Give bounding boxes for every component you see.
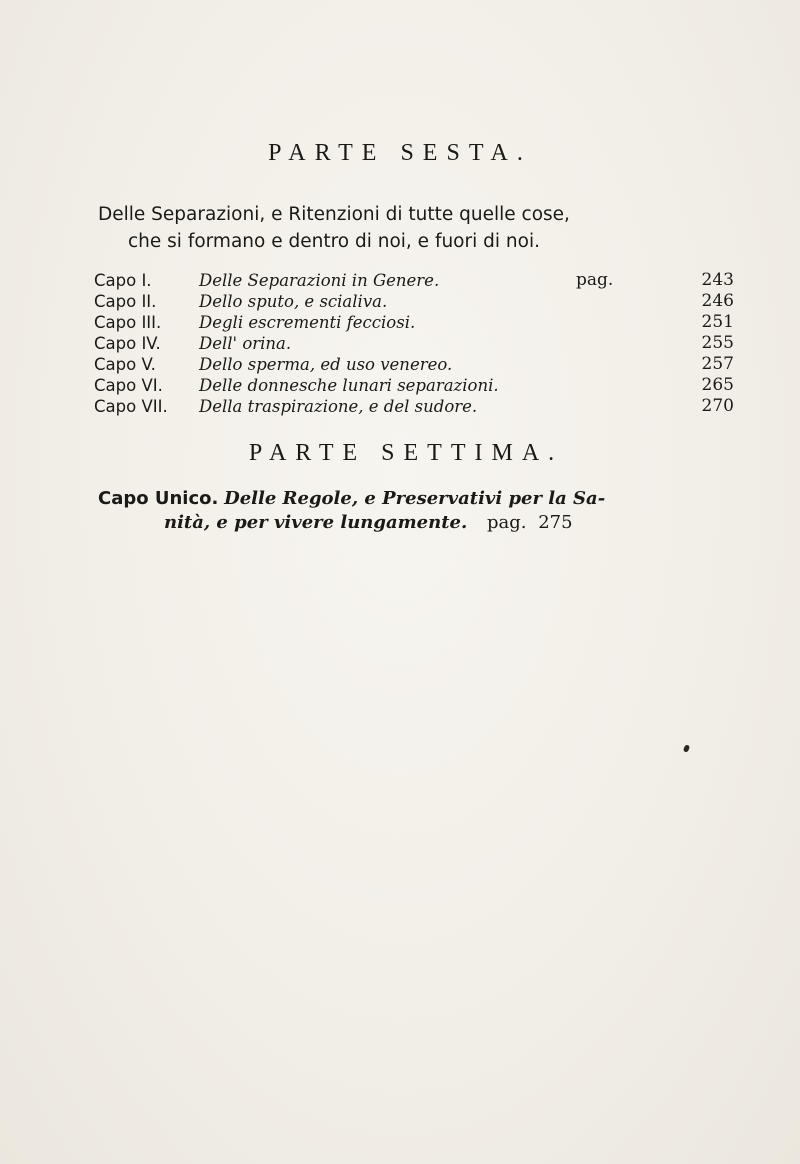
chapter-number: Capo II. [94,292,157,311]
chapter-title: Delle Separazioni in Genere. [199,271,440,290]
chapter-title-continued: nità, e per vivere lungamente. [164,512,468,533]
toc-row [94,354,734,375]
chapter-number: Capo I. [94,271,152,290]
table-of-contents [94,270,734,417]
page-number: 243 [701,270,734,290]
page-number: 251 [701,312,734,332]
chapter-number: Capo Unico. [98,488,219,509]
toc-row [94,270,734,291]
part-six-subtitle-line1: Delle Separazioni, e Ritenzioni di tutte quelle cose, [98,204,570,225]
chapter-number: Capo III. [94,313,162,332]
toc-row [94,396,734,417]
page-label: pag. [576,270,614,290]
chapter-title: Delle Regole, e Preservativi per la Sa- [224,488,606,509]
chapter-title: Degli escrementi fecciosi. [199,313,416,332]
chapter-number: Capo V. [94,355,156,374]
toc-row [94,312,734,333]
page-number: 257 [701,354,734,374]
chapter-number: Capo IV. [94,334,161,353]
chapter-title: Dell' orina. [199,334,292,353]
page-number: 255 [701,333,734,353]
part-seven-chapter-line1 [98,487,718,511]
chapter-title: Dello sperma, ed uso venereo. [199,355,453,374]
page-number: 265 [701,375,734,395]
part-seven-heading: PARTE SETTIMA. [248,440,564,466]
page-number: 270 [701,396,734,416]
part-six-subtitle-line2: che si formano e dentro di noi, e fuori di noi. [128,231,540,252]
toc-row [94,291,734,312]
chapter-title: Della traspirazione, e del sudore. [199,397,478,416]
chapter-title: Delle donnesche lunari separazioni. [199,376,499,395]
part-seven-chapter-line2 [164,512,573,533]
toc-row [94,333,734,354]
chapter-number: Capo VII. [94,397,168,416]
toc-row [94,375,734,396]
page-number: 275 [538,512,573,533]
part-six-heading: PARTE SESTA. [268,140,532,166]
chapter-number: Capo VI. [94,376,163,395]
page-number: 246 [701,291,734,311]
ink-mark [683,744,690,752]
page-label: pag. [486,512,527,533]
chapter-title: Dello sputo, e scialiva. [199,292,388,311]
